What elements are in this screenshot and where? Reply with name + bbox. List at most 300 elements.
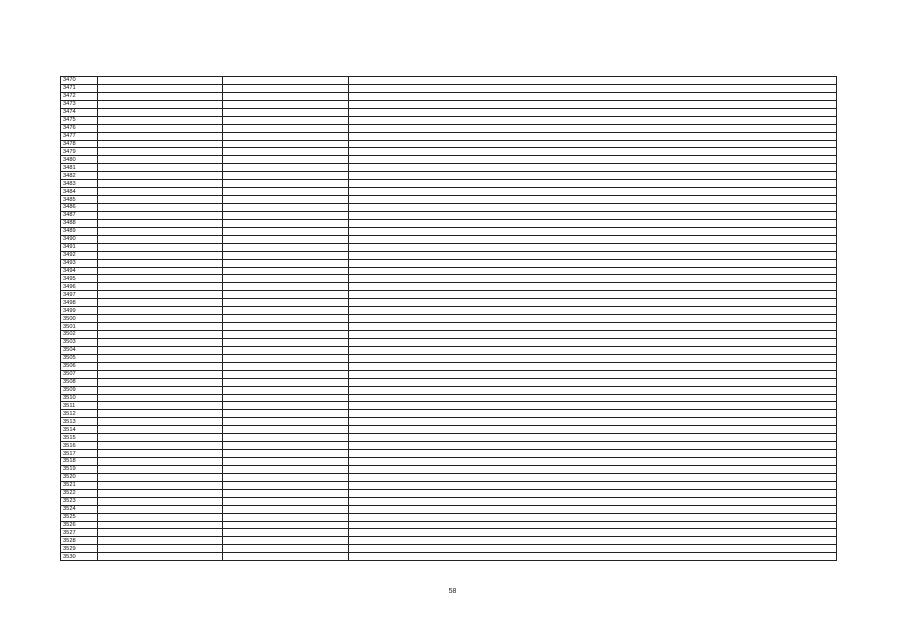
building-cadastral-number-cell <box>223 529 349 537</box>
address-cell <box>349 442 837 450</box>
row-number-cell: 3529 <box>61 545 98 553</box>
table-row <box>61 323 837 331</box>
table-row <box>61 537 837 545</box>
address-cell <box>349 521 837 529</box>
address-cell <box>349 156 837 164</box>
row-number-cell: 3516 <box>61 442 98 450</box>
address-cell <box>349 338 837 346</box>
table-row <box>61 370 837 378</box>
row-number-cell: 3519 <box>61 465 98 473</box>
address-cell <box>349 331 837 339</box>
cadastral-number-cell <box>98 124 223 132</box>
row-number-cell: 3504 <box>61 346 98 354</box>
row-number-cell: 3476 <box>61 124 98 132</box>
cadastral-number-cell <box>98 450 223 458</box>
address-cell <box>349 132 837 140</box>
cadastral-number-cell <box>98 426 223 434</box>
building-cadastral-number-cell <box>223 473 349 481</box>
row-number-cell: 3496 <box>61 283 98 291</box>
row-number-cell: 3500 <box>61 315 98 323</box>
building-cadastral-number-cell <box>223 251 349 259</box>
cadastral-number-cell <box>98 362 223 370</box>
table-row <box>61 164 837 172</box>
cadastral-number-cell <box>98 132 223 140</box>
cadastral-number-cell <box>98 140 223 148</box>
table-row <box>61 299 837 307</box>
address-cell <box>349 307 837 315</box>
address-cell <box>349 481 837 489</box>
table-row <box>61 346 837 354</box>
building-cadastral-number-cell <box>223 156 349 164</box>
building-cadastral-number-cell <box>223 354 349 362</box>
row-number-cell: 3511 <box>61 402 98 410</box>
row-number-cell: 3489 <box>61 227 98 235</box>
address-cell <box>349 505 837 513</box>
building-cadastral-number-cell <box>223 116 349 124</box>
address-cell <box>349 243 837 251</box>
table-row <box>61 458 837 466</box>
table-row <box>61 132 837 140</box>
table-row <box>61 489 837 497</box>
table-row <box>61 108 837 116</box>
table-row <box>61 156 837 164</box>
cadastral-number-cell <box>98 346 223 354</box>
building-cadastral-number-cell <box>223 513 349 521</box>
building-cadastral-number-cell <box>223 108 349 116</box>
table-row <box>61 521 837 529</box>
building-cadastral-number-cell <box>223 386 349 394</box>
cadastral-number-cell <box>98 211 223 219</box>
table-row <box>61 315 837 323</box>
building-cadastral-number-cell <box>223 235 349 243</box>
table-row <box>61 434 837 442</box>
building-cadastral-number-cell <box>223 378 349 386</box>
address-cell <box>349 219 837 227</box>
address-cell <box>349 188 837 196</box>
row-number-cell: 3497 <box>61 291 98 299</box>
cadastral-number-cell <box>98 116 223 124</box>
building-cadastral-number-cell <box>223 346 349 354</box>
row-number-cell: 3481 <box>61 164 98 172</box>
address-cell <box>349 410 837 418</box>
cadastral-number-cell <box>98 172 223 180</box>
address-cell <box>349 211 837 219</box>
table-row <box>61 378 837 386</box>
row-number-cell: 3517 <box>61 450 98 458</box>
table-row <box>61 180 837 188</box>
address-cell <box>349 354 837 362</box>
cadastral-number-cell <box>98 394 223 402</box>
row-number-cell: 3523 <box>61 497 98 505</box>
address-cell <box>349 489 837 497</box>
address-cell <box>349 323 837 331</box>
cadastral-number-cell <box>98 77 223 85</box>
row-number-cell: 3530 <box>61 553 98 561</box>
address-cell <box>349 196 837 204</box>
address-cell <box>349 465 837 473</box>
cadastral-number-cell <box>98 267 223 275</box>
building-cadastral-number-cell <box>223 307 349 315</box>
row-number-cell: 3501 <box>61 323 98 331</box>
address-cell <box>349 299 837 307</box>
row-number-cell: 3524 <box>61 505 98 513</box>
address-cell <box>349 84 837 92</box>
row-number-cell: 3473 <box>61 100 98 108</box>
row-number-cell: 3512 <box>61 410 98 418</box>
row-number-cell: 3479 <box>61 148 98 156</box>
building-cadastral-number-cell <box>223 196 349 204</box>
page-number: 58 <box>448 588 457 595</box>
address-cell <box>349 402 837 410</box>
cadastral-number-cell <box>98 410 223 418</box>
table-row <box>61 418 837 426</box>
cadastral-number-cell <box>98 219 223 227</box>
row-number-cell: 3486 <box>61 204 98 212</box>
table-row <box>61 386 837 394</box>
building-cadastral-number-cell <box>223 291 349 299</box>
table-row <box>61 196 837 204</box>
address-cell <box>349 426 837 434</box>
table-row <box>61 100 837 108</box>
table-row <box>61 505 837 513</box>
address-cell <box>349 291 837 299</box>
building-cadastral-number-cell <box>223 545 349 553</box>
cadastral-number-cell <box>98 100 223 108</box>
row-number-cell: 3510 <box>61 394 98 402</box>
building-cadastral-number-cell <box>223 362 349 370</box>
row-number-cell: 3499 <box>61 307 98 315</box>
cadastral-number-cell <box>98 227 223 235</box>
table-row <box>61 354 837 362</box>
cadastral-number-cell <box>98 473 223 481</box>
cadastral-number-cell <box>98 251 223 259</box>
table-row <box>61 513 837 521</box>
row-number-cell: 3495 <box>61 275 98 283</box>
table-row <box>61 426 837 434</box>
building-cadastral-number-cell <box>223 434 349 442</box>
row-number-cell: 3509 <box>61 386 98 394</box>
building-cadastral-number-cell <box>223 283 349 291</box>
building-cadastral-number-cell <box>223 450 349 458</box>
building-cadastral-number-cell <box>223 180 349 188</box>
address-cell <box>349 148 837 156</box>
address-cell <box>349 267 837 275</box>
table-row <box>61 394 837 402</box>
building-cadastral-number-cell <box>223 458 349 466</box>
building-cadastral-number-cell <box>223 275 349 283</box>
cadastral-number-cell <box>98 553 223 561</box>
address-cell <box>349 378 837 386</box>
cadastral-number-cell <box>98 402 223 410</box>
cadastral-number-cell <box>98 481 223 489</box>
cadastral-number-cell <box>98 458 223 466</box>
cadastral-number-cell <box>98 156 223 164</box>
table-row <box>61 243 837 251</box>
table-row <box>61 545 837 553</box>
registry-table-container <box>60 76 836 561</box>
building-cadastral-number-cell <box>223 394 349 402</box>
building-cadastral-number-cell <box>223 164 349 172</box>
address-cell <box>349 92 837 100</box>
cadastral-number-cell <box>98 164 223 172</box>
row-number-cell: 3527 <box>61 529 98 537</box>
building-cadastral-number-cell <box>223 497 349 505</box>
building-cadastral-number-cell <box>223 100 349 108</box>
row-number-cell: 3498 <box>61 299 98 307</box>
address-cell <box>349 434 837 442</box>
table-row <box>61 172 837 180</box>
row-number-cell: 3513 <box>61 418 98 426</box>
building-cadastral-number-cell <box>223 370 349 378</box>
table-row <box>61 402 837 410</box>
address-cell <box>349 315 837 323</box>
table-row <box>61 92 837 100</box>
address-cell <box>349 386 837 394</box>
cadastral-number-cell <box>98 180 223 188</box>
address-cell <box>349 450 837 458</box>
cadastral-number-cell <box>98 108 223 116</box>
row-number-cell: 3515 <box>61 434 98 442</box>
building-cadastral-number-cell <box>223 243 349 251</box>
cadastral-number-cell <box>98 378 223 386</box>
cadastral-number-cell <box>98 315 223 323</box>
address-cell <box>349 77 837 85</box>
table-row <box>61 116 837 124</box>
address-cell <box>349 537 837 545</box>
row-number-cell: 3493 <box>61 259 98 267</box>
cadastral-number-cell <box>98 283 223 291</box>
row-number-cell: 3472 <box>61 92 98 100</box>
registry-table <box>60 76 837 561</box>
table-row <box>61 307 837 315</box>
cadastral-number-cell <box>98 338 223 346</box>
cadastral-number-cell <box>98 537 223 545</box>
address-cell <box>349 180 837 188</box>
row-number-cell: 3483 <box>61 180 98 188</box>
table-row <box>61 362 837 370</box>
row-number-cell: 3484 <box>61 188 98 196</box>
cadastral-number-cell <box>98 418 223 426</box>
address-cell <box>349 513 837 521</box>
row-number-cell: 3522 <box>61 489 98 497</box>
row-number-cell: 3521 <box>61 481 98 489</box>
cadastral-number-cell <box>98 529 223 537</box>
building-cadastral-number-cell <box>223 537 349 545</box>
cadastral-number-cell <box>98 386 223 394</box>
address-cell <box>349 116 837 124</box>
table-row <box>61 291 837 299</box>
row-number-cell: 3506 <box>61 362 98 370</box>
cadastral-number-cell <box>98 243 223 251</box>
address-cell <box>349 458 837 466</box>
cadastral-number-cell <box>98 259 223 267</box>
building-cadastral-number-cell <box>223 92 349 100</box>
building-cadastral-number-cell <box>223 132 349 140</box>
cadastral-number-cell <box>98 497 223 505</box>
building-cadastral-number-cell <box>223 267 349 275</box>
row-number-cell: 3525 <box>61 513 98 521</box>
cadastral-number-cell <box>98 235 223 243</box>
table-row <box>61 267 837 275</box>
row-number-cell: 3470 <box>61 77 98 85</box>
cadastral-number-cell <box>98 521 223 529</box>
building-cadastral-number-cell <box>223 338 349 346</box>
address-cell <box>349 497 837 505</box>
row-number-cell: 3528 <box>61 537 98 545</box>
cadastral-number-cell <box>98 307 223 315</box>
address-cell <box>349 164 837 172</box>
address-cell <box>349 172 837 180</box>
cadastral-number-cell <box>98 84 223 92</box>
row-number-cell: 3482 <box>61 172 98 180</box>
building-cadastral-number-cell <box>223 331 349 339</box>
address-cell <box>349 418 837 426</box>
table-row <box>61 450 837 458</box>
row-number-cell: 3491 <box>61 243 98 251</box>
building-cadastral-number-cell <box>223 84 349 92</box>
address-cell <box>349 394 837 402</box>
building-cadastral-number-cell <box>223 489 349 497</box>
table-row <box>61 188 837 196</box>
address-cell <box>349 259 837 267</box>
row-number-cell: 3477 <box>61 132 98 140</box>
address-cell <box>349 251 837 259</box>
table-row <box>61 465 837 473</box>
cadastral-number-cell <box>98 442 223 450</box>
address-cell <box>349 553 837 561</box>
cadastral-number-cell <box>98 148 223 156</box>
table-row <box>61 259 837 267</box>
table-row <box>61 442 837 450</box>
cadastral-number-cell <box>98 323 223 331</box>
table-row <box>61 204 837 212</box>
building-cadastral-number-cell <box>223 442 349 450</box>
building-cadastral-number-cell <box>223 140 349 148</box>
cadastral-number-cell <box>98 291 223 299</box>
building-cadastral-number-cell <box>223 481 349 489</box>
row-number-cell: 3475 <box>61 116 98 124</box>
cadastral-number-cell <box>98 513 223 521</box>
row-number-cell: 3488 <box>61 219 98 227</box>
table-row <box>61 473 837 481</box>
row-number-cell: 3478 <box>61 140 98 148</box>
building-cadastral-number-cell <box>223 426 349 434</box>
row-number-cell: 3518 <box>61 458 98 466</box>
address-cell <box>349 529 837 537</box>
building-cadastral-number-cell <box>223 172 349 180</box>
address-cell <box>349 124 837 132</box>
cadastral-number-cell <box>98 434 223 442</box>
cadastral-number-cell <box>98 370 223 378</box>
building-cadastral-number-cell <box>223 315 349 323</box>
cadastral-number-cell <box>98 275 223 283</box>
table-row <box>61 77 837 85</box>
table-row <box>61 529 837 537</box>
table-row <box>61 283 837 291</box>
address-cell <box>349 204 837 212</box>
cadastral-number-cell <box>98 545 223 553</box>
address-cell <box>349 227 837 235</box>
cadastral-number-cell <box>98 188 223 196</box>
table-row <box>61 410 837 418</box>
address-cell <box>349 545 837 553</box>
row-number-cell: 3520 <box>61 473 98 481</box>
address-cell <box>349 100 837 108</box>
building-cadastral-number-cell <box>223 188 349 196</box>
table-row <box>61 275 837 283</box>
cadastral-number-cell <box>98 204 223 212</box>
row-number-cell: 3487 <box>61 211 98 219</box>
building-cadastral-number-cell <box>223 124 349 132</box>
building-cadastral-number-cell <box>223 521 349 529</box>
building-cadastral-number-cell <box>223 402 349 410</box>
registry-table-body <box>61 77 837 561</box>
building-cadastral-number-cell <box>223 204 349 212</box>
row-number-cell: 3471 <box>61 84 98 92</box>
table-row <box>61 148 837 156</box>
row-number-cell: 3494 <box>61 267 98 275</box>
row-number-cell: 3514 <box>61 426 98 434</box>
table-row <box>61 211 837 219</box>
building-cadastral-number-cell <box>223 148 349 156</box>
cadastral-number-cell <box>98 489 223 497</box>
address-cell <box>349 108 837 116</box>
row-number-cell: 3507 <box>61 370 98 378</box>
cadastral-number-cell <box>98 92 223 100</box>
table-row <box>61 140 837 148</box>
cadastral-number-cell <box>98 354 223 362</box>
building-cadastral-number-cell <box>223 211 349 219</box>
table-row <box>61 338 837 346</box>
row-number-cell: 3490 <box>61 235 98 243</box>
table-row <box>61 481 837 489</box>
table-row <box>61 331 837 339</box>
address-cell <box>349 473 837 481</box>
cadastral-number-cell <box>98 465 223 473</box>
cadastral-number-cell <box>98 505 223 513</box>
row-number-cell: 3480 <box>61 156 98 164</box>
cadastral-number-cell <box>98 196 223 204</box>
address-cell <box>349 140 837 148</box>
table-row <box>61 227 837 235</box>
building-cadastral-number-cell <box>223 505 349 513</box>
table-row <box>61 251 837 259</box>
cadastral-number-cell <box>98 299 223 307</box>
building-cadastral-number-cell <box>223 259 349 267</box>
row-number-cell: 3492 <box>61 251 98 259</box>
address-cell <box>349 275 837 283</box>
table-row <box>61 124 837 132</box>
address-cell <box>349 370 837 378</box>
building-cadastral-number-cell <box>223 323 349 331</box>
building-cadastral-number-cell <box>223 465 349 473</box>
table-row <box>61 235 837 243</box>
row-number-cell: 3503 <box>61 338 98 346</box>
row-number-cell: 3526 <box>61 521 98 529</box>
row-number-cell: 3505 <box>61 354 98 362</box>
building-cadastral-number-cell <box>223 227 349 235</box>
building-cadastral-number-cell <box>223 410 349 418</box>
address-cell <box>349 346 837 354</box>
row-number-cell: 3508 <box>61 378 98 386</box>
table-row <box>61 84 837 92</box>
building-cadastral-number-cell <box>223 219 349 227</box>
table-row <box>61 497 837 505</box>
building-cadastral-number-cell <box>223 418 349 426</box>
row-number-cell: 3474 <box>61 108 98 116</box>
address-cell <box>349 235 837 243</box>
cadastral-number-cell <box>98 331 223 339</box>
